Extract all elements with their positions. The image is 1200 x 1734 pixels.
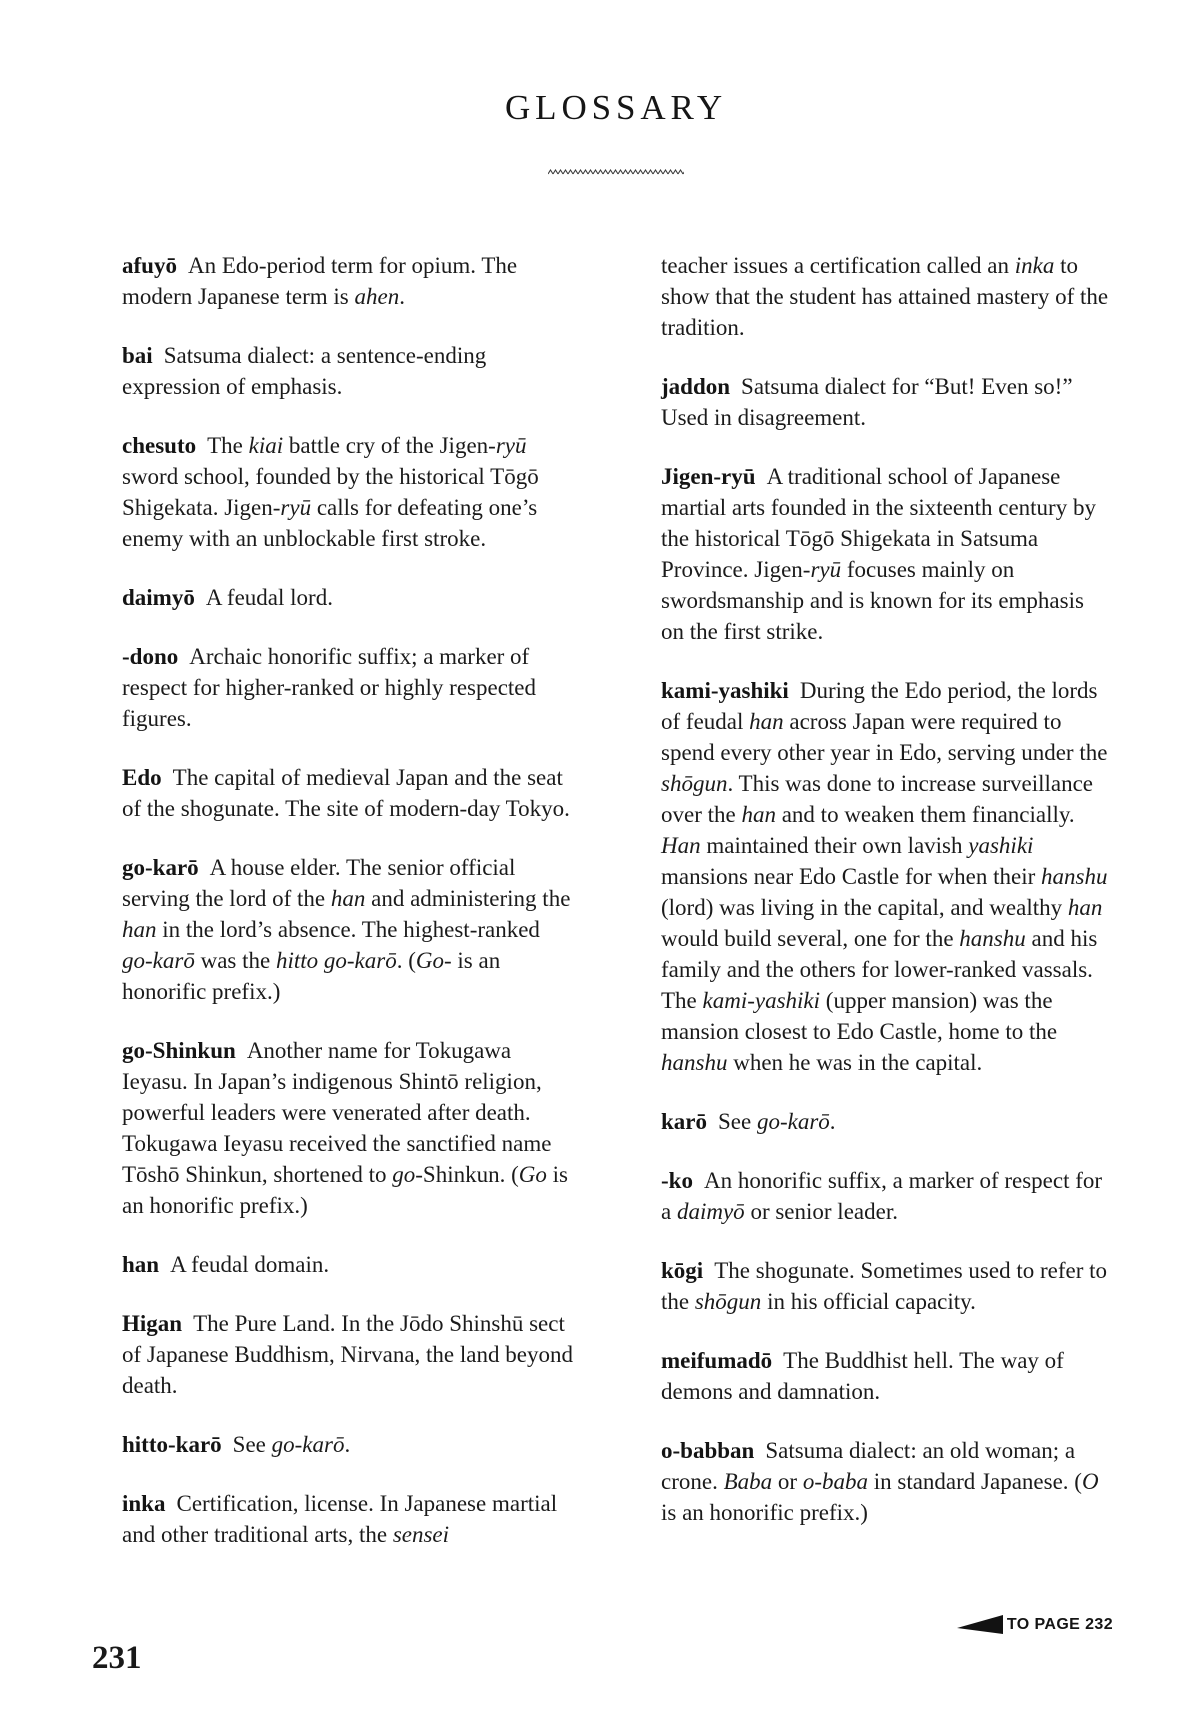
entry-text: See xyxy=(718,1109,757,1134)
entry-text: See xyxy=(232,1432,272,1457)
entry-term: Edo xyxy=(122,765,162,790)
continuation-note xyxy=(957,1614,1113,1635)
entry-text: is an honorific prefix.) xyxy=(122,948,501,1004)
glossary-column-left xyxy=(122,250,573,1578)
page-title: GLOSSARY xyxy=(504,88,728,127)
glossary-entry xyxy=(661,1165,1112,1227)
entry-text: in standard Japanese. ( xyxy=(867,1469,1082,1494)
entry-text: Go- xyxy=(415,948,452,973)
entry-text: Satsuma dialect for “But! Even so!” Used in disagreement. xyxy=(661,374,1073,430)
glossary-entry xyxy=(122,250,573,312)
entry-text: hanshu xyxy=(959,926,1026,951)
entry-text: shōgun xyxy=(694,1289,762,1314)
entry-text: han xyxy=(749,709,784,734)
entry-term: inka xyxy=(122,1491,166,1516)
glossary-entry xyxy=(122,641,573,734)
entry-text: is an honorific prefix.) xyxy=(661,1500,868,1525)
entry-text: sensei xyxy=(392,1522,450,1547)
entry-text: yashiki xyxy=(968,833,1034,858)
glossary-entry xyxy=(661,1345,1112,1407)
entry-text: across Japan were required to spend every other year in Edo, serving under the xyxy=(661,709,1108,765)
glossary-entry xyxy=(122,1308,573,1401)
glossary-columns xyxy=(122,250,1112,1578)
entry-text: ryū xyxy=(495,433,527,458)
glossary-entry xyxy=(661,1255,1112,1317)
entry-text: han xyxy=(330,886,366,911)
entry-term: bai xyxy=(122,343,153,368)
entry-text: hitto go-karō xyxy=(275,948,397,973)
entry-text: A feudal lord. xyxy=(205,585,333,610)
entry-term: go-Shinkun xyxy=(122,1038,236,1063)
entry-text: Certification, license. In Japanese martial and other traditional arts, the xyxy=(122,1491,558,1547)
page-header xyxy=(122,88,1110,128)
entry-text: Satsuma dialect: a sentence-ending expression of emphasis. xyxy=(122,343,487,399)
page-number: 231 xyxy=(92,1640,142,1676)
entry-text: The shogunate. Sometimes used to refer to the xyxy=(661,1258,1108,1314)
entry-text: was the xyxy=(194,948,276,973)
continuation-label: TO PAGE 232 xyxy=(1006,1615,1113,1633)
entry-text: A traditional school of Japanese martial arts founded in the sixteenth century by the historical Tōgō Shigekata in Satsuma Province. Jigen- xyxy=(661,464,1096,582)
entry-term: afuyō xyxy=(122,253,177,278)
entry-text: hanshu xyxy=(661,1050,728,1075)
entry-text: han xyxy=(122,917,157,942)
entry-text: ryū xyxy=(280,495,312,520)
glossary-entry xyxy=(661,1106,1112,1137)
entry-text: kami-yashiki xyxy=(702,988,821,1013)
entry-text: is an honorific prefix.) xyxy=(122,1162,568,1218)
entry-text: focuses mainly on swordsmanship and is known for its emphasis on the first strike. xyxy=(661,557,1084,644)
entry-text: maintained their own lavish xyxy=(700,833,969,858)
glossary-entry xyxy=(122,1249,573,1280)
entry-text: . ( xyxy=(396,948,416,973)
entry-text: O xyxy=(1081,1469,1099,1494)
entry-text: han xyxy=(1067,895,1103,920)
entry-term: jaddon xyxy=(661,374,731,399)
entry-text: in his official capacity. xyxy=(761,1289,976,1314)
entry-text: Another name for Tokugawa Ieyasu. In Japan’s indigenous Shintō religion, powerful leaders were venerated after death. Tokugawa Ieyasu received the sanctified name Tōshō Shinkun, shortened to xyxy=(122,1038,552,1187)
entry-text: daimyō xyxy=(676,1199,745,1224)
entry-term: kōgi xyxy=(661,1258,704,1283)
entry-term: go-karō xyxy=(122,855,199,880)
entry-term: daimyō xyxy=(122,585,195,610)
entry-text: The capital of medieval Japan and the seat of the shogunate. The site of modern-day Tokyo. xyxy=(122,765,570,821)
entry-text: or senior leader. xyxy=(744,1199,898,1224)
glossary-column-right xyxy=(661,250,1112,1578)
entry-text: and administering the xyxy=(365,886,571,911)
entry-text: han xyxy=(741,802,776,827)
glossary-entry xyxy=(122,762,573,824)
glossary-entry xyxy=(122,1429,573,1460)
entry-text: inka xyxy=(1014,253,1055,278)
zigzag-divider-icon xyxy=(548,169,684,175)
entry-text: in the lord’s absence. The highest-ranked xyxy=(156,917,540,942)
entry-text: ahen xyxy=(354,284,400,309)
entry-text: . xyxy=(344,1432,351,1457)
glossary-entry xyxy=(661,675,1112,1078)
entry-text: shōgun xyxy=(661,771,728,796)
entry-text: . xyxy=(399,284,405,309)
entry-text: or xyxy=(772,1469,803,1494)
entry-text: mansions near Edo Castle for when their xyxy=(661,864,1042,889)
glossary-entry xyxy=(661,371,1112,433)
glossary-entry xyxy=(122,582,573,613)
entry-text: Baba xyxy=(723,1469,773,1494)
entry-term: -dono xyxy=(122,644,179,669)
glossary-entry xyxy=(122,340,573,402)
entry-text: go-karō xyxy=(271,1432,345,1457)
left-arrow-icon xyxy=(957,1614,1003,1635)
entry-term: han xyxy=(122,1252,160,1277)
entry-term: Jigen-ryū xyxy=(661,464,756,489)
entry-term: hitto-karō xyxy=(122,1432,222,1457)
entry-text: battle cry of the Jigen- xyxy=(283,433,496,458)
entry-text: go-karō xyxy=(122,948,195,973)
entry-text: During the Edo period, the lords of feudal xyxy=(661,678,1098,734)
glossary-entry xyxy=(122,1035,573,1221)
entry-text: and his family and the others for lower-ranked vassals. The xyxy=(661,926,1098,1013)
entry-text: An honorific suffix, a marker of respect for a xyxy=(661,1168,1103,1224)
entry-text: . xyxy=(829,1109,836,1134)
entry-text: An Edo-period term for opium. The modern Japanese term is xyxy=(122,253,518,309)
entry-text: -Shinkun. ( xyxy=(415,1162,519,1187)
entry-text: go-karō xyxy=(756,1109,830,1134)
entry-text: and to weaken them financially. xyxy=(775,802,1075,827)
glossary-entry xyxy=(122,1488,573,1550)
entry-text: calls for defeating one’s enemy with an unblockable first stroke. xyxy=(122,495,538,551)
glossary-entry xyxy=(661,1435,1112,1528)
glossary-entry xyxy=(122,430,573,554)
entry-text: hanshu xyxy=(1041,864,1108,889)
entry-text: go xyxy=(392,1162,416,1187)
entry-term: karō xyxy=(661,1109,707,1134)
entry-text: The xyxy=(207,433,249,458)
entry-text: The Buddhist hell. The way of demons and damnation. xyxy=(661,1348,1064,1404)
entry-term: kami-yashiki xyxy=(661,678,789,703)
glossary-entry xyxy=(661,250,1112,343)
glossary-entry xyxy=(661,461,1112,647)
entry-text: to show that the student has attained mastery of the tradition. xyxy=(661,253,1109,340)
entry-text: Go xyxy=(518,1162,547,1187)
entry-text: (upper mansion) was the mansion closest to Edo Castle, home to the xyxy=(661,988,1058,1044)
entry-term: Higan xyxy=(122,1311,183,1336)
entry-text: Satsuma dialect: an old woman; a crone. xyxy=(661,1438,1076,1494)
entry-text: Han xyxy=(661,833,701,858)
entry-text: Archaic honorific suffix; a marker of respect for higher-ranked or highly respected figures. xyxy=(122,644,536,731)
entry-term: chesuto xyxy=(122,433,197,458)
entry-text: . This was done to increase surveillance over the xyxy=(661,771,1093,827)
entry-term: -ko xyxy=(661,1168,693,1193)
entry-text: would build several, one for the xyxy=(661,926,960,951)
entry-term: meifumadō xyxy=(661,1348,773,1373)
entry-text: A house elder. The senior official serving the lord of the xyxy=(122,855,516,911)
entry-text: sword school, founded by the historical Tōgō Shigekata. Jigen- xyxy=(122,464,539,520)
entry-text: ryū xyxy=(810,557,842,582)
glossary-entry xyxy=(122,852,573,1007)
entry-term: o-babban xyxy=(661,1438,755,1463)
entry-text: kiai xyxy=(248,433,284,458)
entry-text: The Pure Land. In the Jōdo Shinshū sect of Japanese Buddhism, Nirvana, the land beyond death. xyxy=(122,1311,573,1398)
entry-text: when he was in the capital. xyxy=(727,1050,983,1075)
entry-text: (lord) was living in the capital, and wealthy xyxy=(661,895,1068,920)
entry-text: teacher issues a certification called an xyxy=(661,253,1015,278)
ornament-divider xyxy=(122,169,1110,175)
entry-text: o-baba xyxy=(802,1469,868,1494)
entry-text: A feudal domain. xyxy=(170,1252,330,1277)
